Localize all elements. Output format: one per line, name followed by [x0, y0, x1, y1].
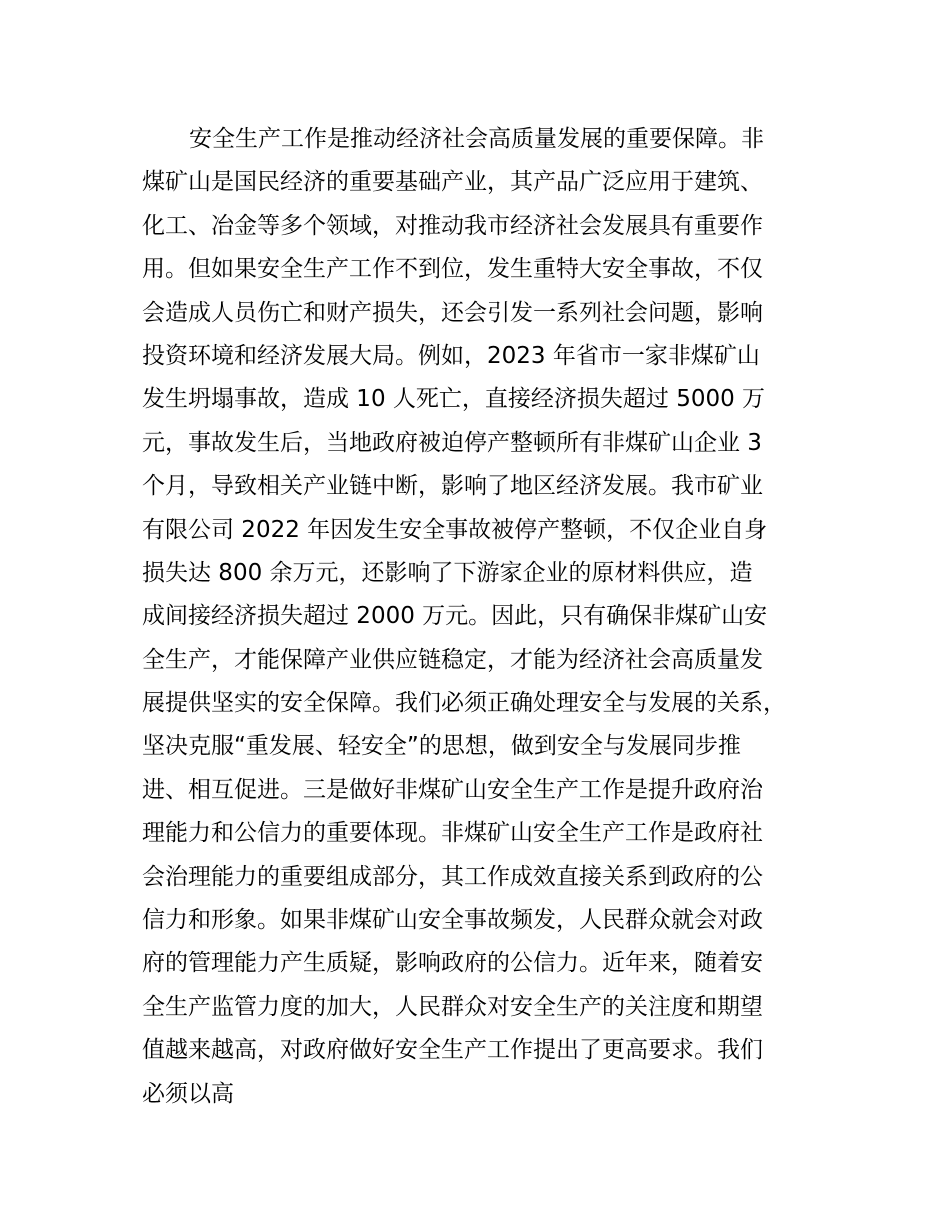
paragraph-line: 坚决克服“重发展、轻安全”的思想，做到安全与发展同步推 [142, 733, 741, 760]
paragraph-line: 损失达 800 余万元，还影响了下游家企业的原材料供应，造 [142, 559, 753, 586]
paragraph-line: 化工、冶金等多个领域，对推动我市经济社会发展具有重要作 [142, 212, 763, 239]
paragraph-line: 用。但如果安全生产工作不到位，发生重特大安全事故，不仅 [142, 256, 763, 283]
paragraph-line: 安全生产工作是推动经济社会高质量发展的重要保障。非 [189, 126, 764, 152]
paragraph-line: 府的管理能力产生质疑，影响政府的公信力。近年来，随着安 [142, 950, 763, 977]
paragraph-line: 投资环境和经济发展大局。例如，2023 年省市一家非煤矿山 [142, 342, 760, 369]
paragraph-line: 必须以高 [142, 1080, 234, 1107]
paragraph-line: 全生产，才能保障产业供应链稳定，才能为经济社会高质量发 [142, 646, 763, 673]
paragraph-line: 发生坍塌事故，造成 10 人死亡，直接经济损失超过 5000 万 [142, 386, 766, 413]
paragraph-line: 值越来越高，对政府做好安全生产工作提出了更高要求。我们 [142, 1037, 763, 1064]
paragraph-line: 成间接经济损失超过 2000 万元。因此，只有确保非煤矿山安 [142, 603, 768, 630]
paragraph-line: 进、相互促进。三是做好非煤矿山安全生产工作是提升政府治 [142, 776, 763, 803]
paragraph-line: 元，事故发生后，当地政府被迫停产整顿所有非煤矿山企业 3 [142, 429, 762, 456]
paragraph-line: 煤矿山是国民经济的重要基础产业，其产品广泛应用于建筑、 [142, 169, 763, 196]
paragraph-line: 信力和形象。如果非煤矿山安全事故频发，人民群众就会对政 [142, 907, 763, 934]
paragraph-line: 理能力和公信力的重要体现。非煤矿山安全生产工作是政府社 [142, 820, 763, 847]
paragraph-line: 展提供坚实的安全保障。我们必须正确处理安全与发展的关系， [142, 690, 786, 717]
paragraph-line: 个月，导致相关产业链中断，影响了地区经济发展。我市矿业 [142, 473, 763, 500]
paragraph-line: 全生产监管力度的加大，人民群众对安全生产的关注度和期望 [142, 993, 763, 1020]
paragraph-line: 会造成人员伤亡和财产损失，还会引发一系列社会问题，影响 [142, 299, 763, 326]
paragraph-line: 有限公司 2022 年因发生安全事故被停产整顿，不仅企业自身 [142, 516, 768, 543]
body-paragraph [142, 118, 842, 1116]
paragraph-line: 会治理能力的重要组成部分，其工作成效直接关系到政府的公 [142, 863, 763, 890]
